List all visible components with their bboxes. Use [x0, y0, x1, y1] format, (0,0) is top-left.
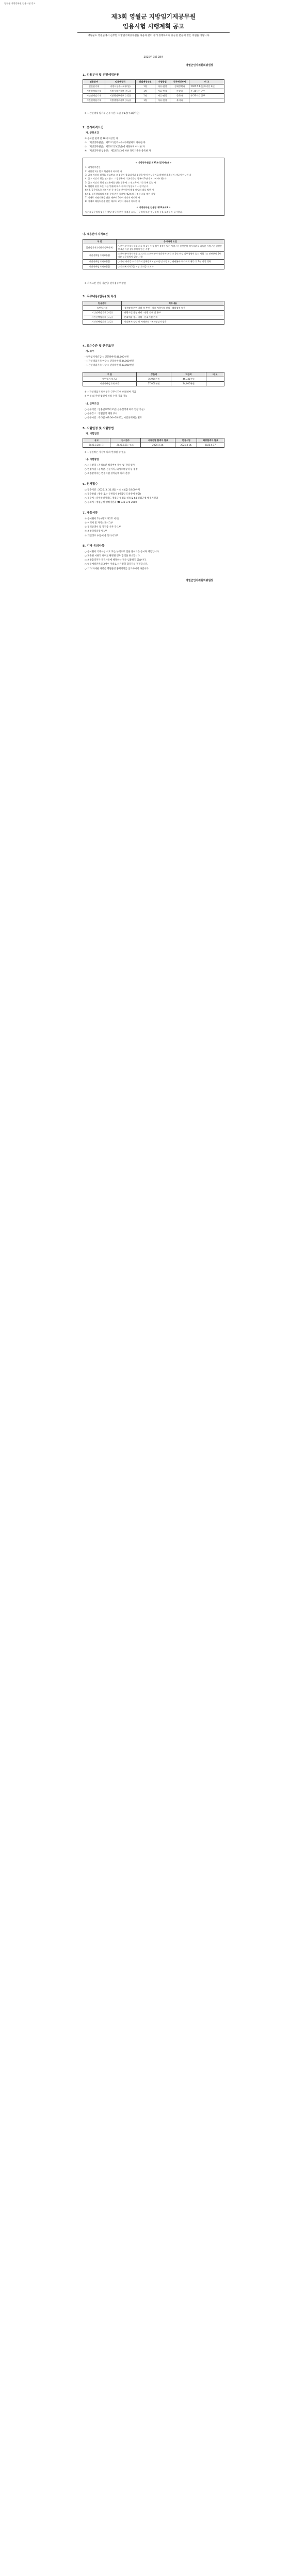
table-cell: 경제정책과 — [170, 84, 189, 89]
section-6-title: 5. 시험일정 및 시험방법 — [83, 427, 114, 430]
salary-notes — [85, 391, 223, 399]
section-9-title: 8. 기타 유의사항 — [83, 545, 105, 548]
footer-issuer: 영월군인사위원회위원장 — [186, 579, 214, 582]
table-cell: 시간선택임기제 (마급) — [83, 252, 117, 260]
table-header: 구 분 — [83, 372, 137, 377]
list-item: ※ 시간선택임기제 연봉은 근무시간에 비례하여 지급 — [85, 391, 136, 394]
table-cell: 34,000천원 — [171, 382, 206, 386]
table-cell: ○ 사회복지사 2급 이상 자격증 소지자 — [117, 264, 224, 269]
table-cell: 57,000천원 — [136, 382, 171, 386]
section-2-sub: 가. 공통요건 — [86, 132, 99, 134]
table-cell: 지방시설주사보 (마급) — [105, 89, 135, 94]
list-item: ○ 근무시간 : 주 5일 (09:00~18:00), 시간선택제는 별도 — [85, 417, 142, 420]
list-item: 8. 징계로 해임처분을 받은 때부터 3년이 지나지 아니한 자 — [85, 200, 140, 203]
table-header-row — [83, 240, 224, 244]
table-row — [83, 264, 224, 269]
table-header: 직무내용 — [122, 301, 224, 306]
list-item: ② 이력서 및 자기소개서 1부 — [85, 522, 113, 525]
common-requirements — [85, 137, 223, 154]
table-header: 원서접수 — [110, 438, 140, 443]
table-header: 공고 — [83, 438, 110, 443]
section-5-sub2: 나. 근무조건 — [86, 403, 99, 405]
section-3-note: ※ 자격요건 산정 기준일: 원서접수 마감일 — [85, 282, 126, 285]
section-8-title: 7. 제출서류 — [83, 512, 98, 515]
list-item: ○ 근무장소 : 영월군청 해당 부서 — [85, 413, 118, 416]
table-header: 응시자격 요건 — [117, 240, 224, 244]
list-item: ○ 최종합격자는 면접시험 성적순에 따라 결정 — [85, 472, 130, 476]
table-cell: 2025.4.14. — [175, 443, 197, 448]
salary-table — [83, 372, 224, 386]
list-item: 2. 파산선고를 받고 복권되지 아니한 자 — [85, 170, 122, 173]
table-header: 하한액 — [171, 372, 206, 377]
table-cell: 시간선택임기제 (마급) — [83, 311, 122, 315]
list-item: 6의2. 공무원으로 재직기간 중 직무와 관련하여 횡령·배임의 죄를 범한 자 — [85, 189, 154, 192]
table-cell: 1명 — [136, 84, 155, 89]
table-cell: ○ 관련 자격증 소지자로서 실무경력 4년 이상인 사람 / ○ 관련분야 학사학위 취득 후 2년 이상 경력 — [117, 260, 224, 264]
section-6-sub2: 나. 시험방법 — [86, 459, 99, 461]
section-1-note: ※ 시간선택제 임기제 근무시간 : 1일 주1간(주3회이상) — [85, 112, 139, 115]
table-cell: 1명 — [136, 98, 155, 103]
duties-table — [83, 301, 224, 325]
table-cell: 시간선택임기제 (다급) — [83, 264, 117, 269]
table-header-row — [83, 372, 224, 377]
table-cell: 일반임기제 7급 — [83, 377, 137, 382]
title-line2: 임용시험 시행계획 공고 — [122, 22, 185, 30]
table-header: 비 고 — [206, 372, 224, 377]
table-row — [83, 382, 224, 386]
table-cell: ○ 관련분야 학사학위 취득 후 1년 이상 실무경력이 있는 사람 / ○ 관련분야 석사학위를 취득한 사람 / ○ 관련분야 3년 이상 실무경력이 있는 사람 — [117, 244, 224, 252]
table-cell: 2025.4.10. — [141, 443, 175, 448]
work-conditions — [85, 408, 223, 420]
table-header: 구 분 — [83, 240, 117, 244]
title-line1: 제3회 영월군 지방임기제공무원 — [111, 13, 196, 20]
title-box — [77, 12, 230, 33]
section-5-title: 4. 보수수준 및 근무조건 — [83, 345, 114, 348]
list-item: ① 응시원서 1부 (별지 제1호 서식) — [85, 518, 119, 520]
title-rule — [77, 32, 230, 33]
announcement-date: 2025년 3월 28일 — [143, 56, 164, 59]
table-cell: 지방행정주사보 (다급) — [105, 98, 135, 103]
table-row — [83, 320, 224, 325]
table-cell: 2025.5.1.(근무기간 2년) — [189, 84, 224, 89]
table-cell: ○ 관련분야 학사학위 소지자 / ○ 관련분야 전문학사 취득 후 1년 이상 실무경력이 있는 사람 / ○ 관련분야 2년 이상 실무경력이 있는 사람 — [117, 252, 224, 260]
list-item: ○ 문의처 : 영월군청 행정지원과 ☎ 033-370-2000 — [85, 501, 137, 504]
section-5-sub: 가. 보수 — [86, 350, 94, 353]
list-item: - 시간선택임기제(나급) : 연봉하한액 30,000천원 — [85, 364, 134, 367]
exam-method — [85, 464, 223, 476]
list-item: ○ 접수기간 : 2025. 3. 31.(월) ~ 4. 4.(금) 18:00까지 — [85, 489, 140, 492]
table-cell: 시간선택임기제 — [83, 89, 105, 94]
table-cell: 1명 — [136, 94, 155, 98]
schedule-note: ※ 시험일정은 사정에 따라 변경될 수 있음 — [85, 451, 126, 454]
list-item: 3. 금고 이상의 실형을 선고받고 그 집행이 종료되거나 집행을 받지 아니하기로 확정된 후 5년이 지나지 아니한 자 — [85, 174, 191, 177]
table-header: 최종합격자 발표 — [197, 438, 224, 443]
table-cell — [206, 377, 224, 382]
list-item: ③ 경력증명서 및 자격증 사본 각 1부 — [85, 526, 121, 529]
table-cell: 시간선택임기제 — [83, 94, 105, 98]
table-cell: 서류·면접 — [155, 89, 170, 94]
table-row — [83, 84, 224, 89]
table-header-row — [83, 438, 224, 443]
table-header: 임용분야 — [83, 80, 105, 84]
table-row — [83, 377, 224, 382]
list-item: ⑤ 개인정보 수집·이용 동의서 1부 — [85, 534, 118, 537]
table-row — [83, 98, 224, 103]
table-row — [83, 315, 224, 320]
table-cell: 지방행정주사보 (나급) — [105, 94, 135, 98]
list-item: 임기제공무원의 임용은 해당 직무에 관한 자격증 소지, 근무경력 또는 연구실적 등을 고려하여 실시한다. — [85, 211, 183, 214]
section-1-title: 1. 임용분야 및 선발예정인원 — [83, 74, 120, 77]
section-3-title: 나. 채용분야 자격요건 — [83, 233, 108, 236]
table-cell: 76,964천원 — [136, 377, 171, 382]
table-header: 시험방법 — [155, 80, 170, 84]
list-item: ○ 면접시험 : 공직관, 전문지식, 의사소통능력 등 평정 — [85, 468, 138, 471]
table-header-row — [83, 301, 224, 306]
table-cell — [206, 382, 224, 386]
list-item: 1. 피성년후견인 — [85, 166, 101, 169]
table-row — [83, 89, 224, 94]
header-note: 영월군 지방공무원 임용시험 공고 — [4, 2, 36, 5]
table-cell: 주 20시간 근무 — [189, 94, 224, 98]
list-item: 5. 금고 이상의 형의 선고유예를 받은 경우에 그 선고유예 기간 중에 있는 자 — [85, 181, 156, 184]
table-cell: 지방시설주사보 (7급) — [105, 84, 135, 89]
table-header: 임용분야 — [83, 301, 122, 306]
table-cell: 46,335천원 — [171, 377, 206, 382]
list-item: ④ 최종학력증명서 1부 — [85, 530, 107, 533]
table-header: 면접시험 — [175, 438, 197, 443]
list-item: ○ 근무기간 : 임용일로부터 2년 (근무실적에 따라 연장 가능) — [85, 409, 145, 411]
qualification-table — [83, 239, 224, 269]
table-cell: · 문화예술 행사 기획 · 문화시설 관리 — [122, 315, 224, 320]
box-title: < 지방공무원법 제31조(결격사유) > — [135, 161, 172, 164]
list-item: - 시간선택임기제(마급) : 연봉하한액 34,000천원 — [85, 360, 134, 363]
table-header-row — [83, 80, 224, 84]
table-header: 임용예정직 — [105, 80, 135, 84]
table-cell: 시간선택임기제 (나급) — [83, 260, 117, 264]
table-cell: 주 35시간 근무 — [189, 89, 224, 94]
list-item: ② 「지방공무원법」 제31조(결격사유)에 해당하지 아니한 자 — [85, 142, 146, 145]
schedule-table — [83, 438, 224, 448]
positions-table — [83, 79, 224, 103]
section-4-title: 3. 직무내용(업무) 및 특성 — [83, 295, 117, 298]
table-cell: 서류·면접 — [155, 84, 170, 89]
box-title: < 지방공무원 임용령 제22조의3 > — [136, 206, 171, 209]
table-row — [83, 94, 224, 98]
list-item: ○ 임용예정인원의 3배수 이내로 서류전형 합격자를 결정합니다. — [85, 563, 148, 566]
table-cell: 서류·면접 — [155, 98, 170, 103]
list-item: - 일반임기제(7급) : 연봉하한액 46,000천원 — [85, 356, 129, 359]
table-cell: 일반임기제 (지방시설주사보) — [83, 244, 117, 252]
table-row — [83, 443, 224, 448]
application-info — [85, 488, 223, 505]
table-cell: · 경제정책 관련 기획 및 추진 · 각종 지원사업 관리 · 대외협력 업무 — [122, 306, 224, 311]
list-item: 6의3. 성폭력범죄의 처벌 등에 관한 특례법 제2조에 규정된 죄를 범한 사람 — [85, 192, 155, 195]
table-header: 비 고 — [189, 80, 224, 84]
table-row — [83, 244, 224, 252]
section-6-sub: 가. 시험일정 — [86, 433, 99, 435]
list-item: ○ 최종합격자가 결격사유에 해당하는 경우 임용하지 않습니다. — [85, 559, 147, 562]
table-cell: · 관광시설 운영 관리 · 관광 안내 및 홍보 — [122, 311, 224, 315]
list-item: ○ 접수처 : 강원특별자치도 영월군 영월읍 하송로 64 영월군청 행정지원과 — [85, 497, 158, 500]
list-item: ④ 「지방공무원 임용령」 제22조의3에 따른 경력기준을 충족한 자 — [85, 150, 151, 153]
list-item: ○ 접수방법 : 방문 또는 우편접수 (마감일 도착분에 한함) — [85, 493, 141, 496]
table-cell: 1명 — [136, 89, 155, 94]
disqualification-box — [83, 158, 224, 216]
table-row — [83, 306, 224, 311]
list-item: ○ 제출된 서류가 허위로 판명된 경우 합격을 취소합니다. — [85, 555, 141, 558]
list-item: ① 공고일 현재 만 18세 이상인 자 — [85, 138, 118, 140]
table-header: 선발예정인원 — [136, 80, 155, 84]
list-item: 6. 법원의 판결 또는 다른 법률에 따라 자격이 상실되거나 정지된 자 — [85, 185, 149, 188]
table-cell: 2025.3.28.(금) — [83, 443, 110, 448]
table-cell: 시간선택임기제 (다급) — [83, 320, 122, 325]
table-cell: 서류·면접 — [155, 94, 170, 98]
list-item: 7. 징계로 파면처분을 받은 때부터 5년이 지나지 아니한 자 — [85, 196, 140, 199]
list-item: ○ 기타 자세한 사항은 영월군청 홈페이지를 참조하시기 바랍니다. — [85, 567, 150, 570]
section-2-title: 2. 응시자격요건 — [83, 126, 104, 129]
notices — [85, 550, 223, 571]
table-cell: 일반임기제 — [83, 306, 122, 311]
table-row — [83, 260, 224, 264]
table-cell: 관광과 — [170, 89, 189, 94]
table-row — [83, 311, 224, 315]
required-documents — [85, 517, 223, 538]
table-row — [83, 252, 224, 260]
table-header: 상한액 — [136, 372, 171, 377]
table-cell: 2025.3.31.~4.4. — [110, 443, 140, 448]
salary-lines — [85, 355, 223, 368]
issuer: 영월군인사위원회위원장 — [186, 64, 214, 67]
table-header: 근무예정부서 — [170, 80, 189, 84]
intro-text: 영월군도 영월군에서 근무할 지방임기제공무원을 다음과 같이 공개 경쟁하오니 유능한 분들의 많은 지원을 바랍니다. — [88, 35, 210, 37]
table-cell: 시간선택임기제 (나급) — [83, 315, 122, 320]
table-cell: 2025.4.17. — [197, 443, 224, 448]
table-cell — [189, 98, 224, 103]
table-cell: 복지과 — [170, 98, 189, 103]
list-item: ○ 응시원서 기재사항 착오 또는 누락으로 인한 불이익은 응시자 책임입니다. — [85, 551, 160, 553]
list-item: ③ 「지방공무원법」 제65조의3(정년)에 해당하지 아니한 자 — [85, 146, 145, 149]
table-cell: 시간선택임기제 마급 — [83, 382, 137, 386]
table-cell: 일반임기제 — [83, 84, 105, 89]
table-cell: 문화과 — [170, 94, 189, 98]
table-cell: 시간선택임기제 — [83, 98, 105, 103]
table-cell: · 사회복지 상담 및 사례관리 · 복지대상자 발굴 — [122, 320, 224, 325]
section-7-title: 6. 원서접수 — [83, 483, 98, 486]
list-item: ○ 서류전형 : 자격요건 적격여부 확인 및 경력 평가 — [85, 464, 135, 467]
list-item: 4. 금고 이상의 형을 선고받고 그 집행유예 기간이 끝난 날부터 2년이 지나지 아니한 자 — [85, 177, 167, 180]
table-header: 서류전형 합격자 발표 — [141, 438, 175, 443]
list-item: ※ 연봉 외 관련 법령에 따라 수당 지급 가능 — [85, 395, 127, 398]
